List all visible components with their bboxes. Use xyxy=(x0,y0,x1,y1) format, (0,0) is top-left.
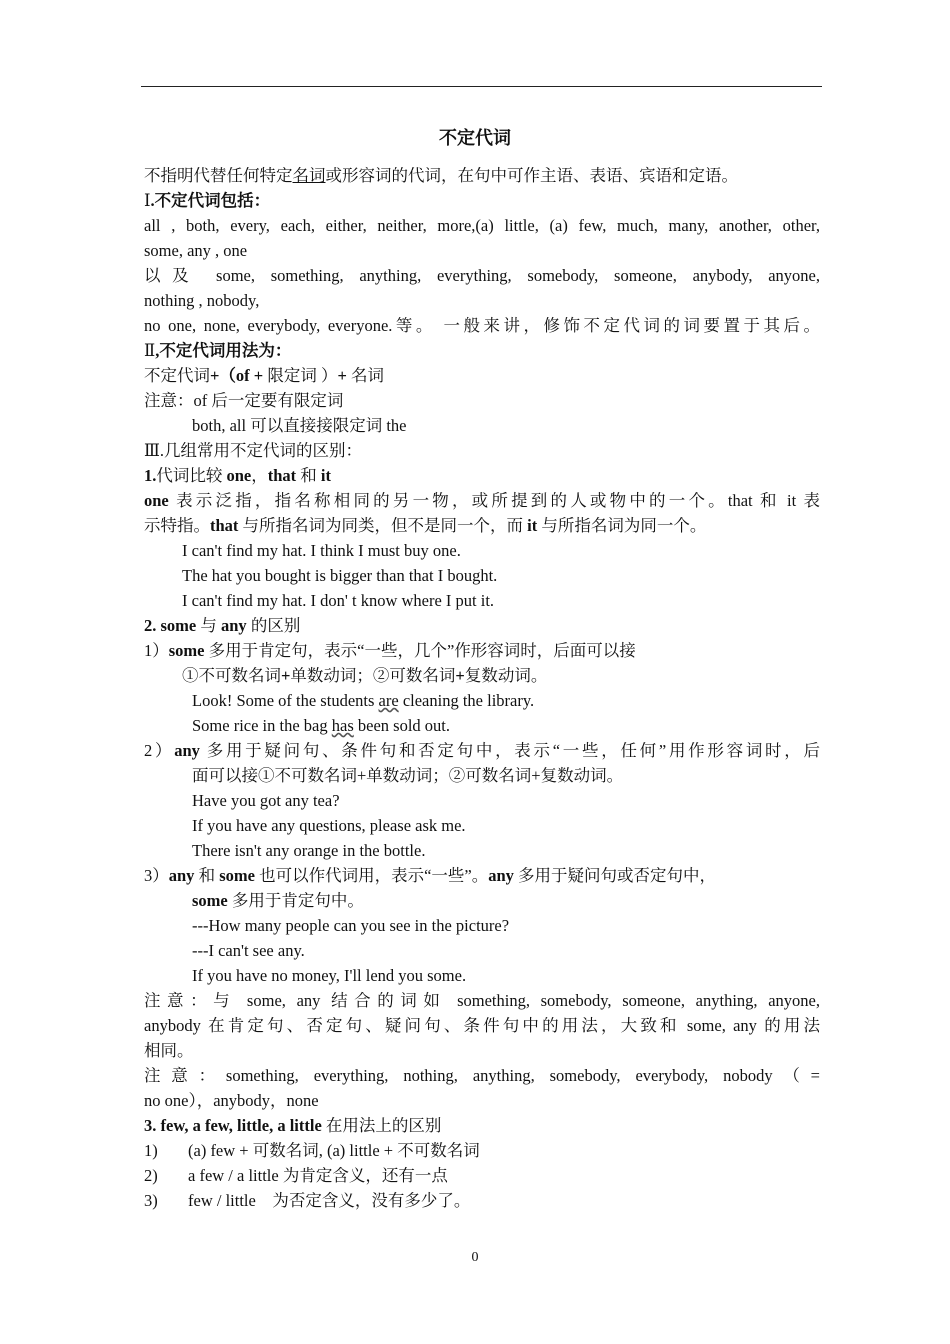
example-sentence: The hat you bought is bigger than that I bought. xyxy=(182,566,498,585)
heading-text: .不定代词包括： xyxy=(150,191,271,210)
text: 表示泛指，指名称相同的另一物，或所提到的人或物中的一个。that 和 it 表 xyxy=(168,491,820,510)
section-3-heading xyxy=(144,440,362,462)
text-bold: + xyxy=(281,666,291,685)
example-sentence: I can't find my hat. I think I must buy one. xyxy=(182,541,461,560)
text: 多用于肯定句，表示“一些，几个”作形容词时，后面可以接 xyxy=(204,641,636,660)
text-bold: any xyxy=(221,616,247,635)
header-rule xyxy=(141,86,822,87)
list-item-1 xyxy=(144,640,636,662)
text-bold: + xyxy=(455,666,465,685)
pronoun-list-line-4: nothing , nobody, xyxy=(144,291,260,310)
note-paragraph: 注意：与 some, any 结合的词如 something, somebody, someone, anything, anyone, xyxy=(144,991,820,1010)
numbered-item xyxy=(144,1165,448,1187)
pronoun-list-line-1: all , both, every, each, either, neither, more,(a) little, (a) few, much, many, another, other, xyxy=(144,216,820,235)
heading-text: ,不定代词用法为： xyxy=(155,341,292,360)
roman-numeral: Ⅲ xyxy=(144,441,160,460)
text: a few / a little 为肯定含义，还有一点 xyxy=(188,1166,448,1185)
example-sentence xyxy=(192,690,534,712)
text: ①不可数名词 xyxy=(182,666,281,685)
list-item-3 xyxy=(144,865,716,887)
subheading-1 xyxy=(144,465,331,487)
text-bold: that xyxy=(267,466,301,485)
note-paragraph: 注意：something, everything, nothing, anything, somebody, everybody, nobody（= xyxy=(144,1066,820,1085)
text: 名词 xyxy=(350,366,384,385)
text-wavy-underlined: are xyxy=(378,691,399,710)
example-sentence xyxy=(192,715,450,737)
example-sentence: I can't find my hat. I don' t know where I put it. xyxy=(182,591,495,610)
text: 多用于肯定句中。 xyxy=(227,891,364,910)
roman-numeral: Ⅰ xyxy=(144,191,151,210)
pronoun-list-line-3: 以及 some, something, anything, everything, somebody, someone, anybody, anyone, xyxy=(144,266,820,285)
subheading-3 xyxy=(144,1115,441,1137)
subheading-2 xyxy=(144,615,300,637)
text-bold: some xyxy=(168,641,205,660)
text: 与 xyxy=(196,616,221,635)
list-number: 2) xyxy=(144,1166,158,1185)
example-sentence: Have you got any tea? xyxy=(192,791,340,810)
numbered-item xyxy=(144,1140,480,1162)
pronoun-list-line-5: no one, none, everybody, everyone.等。 一般来讲，修饰不定代词的词要置于其后。 xyxy=(144,316,820,335)
text-bold: that xyxy=(210,516,239,535)
text-bold: any xyxy=(168,866,195,885)
example-sentence: If you have no money, I'll lend you some. xyxy=(192,966,467,985)
text: (a) few + 可数名词, (a) little + 不可数名词 xyxy=(188,1141,480,1160)
intro-line xyxy=(144,165,738,187)
note-paragraph: no one），anybody，none xyxy=(144,1091,319,1110)
page-title: 不定代词 xyxy=(439,128,511,148)
example-sentence: ---How many people can you see in the picture? xyxy=(192,916,510,935)
heading-text: .几组常用不定代词的区别： xyxy=(159,441,363,460)
text: 代词比较 xyxy=(156,466,227,485)
text: ， xyxy=(251,466,268,485)
text: 不定代词 xyxy=(144,366,210,385)
paragraph-line xyxy=(144,515,706,537)
note-line: 注意：of 后一定要有限定词 xyxy=(144,391,344,410)
text: 和 xyxy=(194,866,220,885)
text-bold: some xyxy=(219,866,255,885)
list-item-detail xyxy=(192,890,364,912)
example-sentence: If you have any questions, please ask me. xyxy=(192,816,466,835)
text: 或形容词的代词，在句中可作主语、表语、宾语和定语。 xyxy=(325,166,738,185)
list-item-detail xyxy=(182,665,547,687)
note-paragraph: 相同。 xyxy=(144,1041,194,1060)
text-bold: of + xyxy=(235,366,268,385)
text: 限定词 ） xyxy=(267,366,338,385)
list-item-detail: 面可以接①不可数名词+单数动词；②可数名词+复数动词。 xyxy=(192,766,624,785)
note-paragraph: anybody 在肯定句、否定句、疑问句、条件句中的用法，大致和 some, any 的用法 xyxy=(144,1016,820,1035)
list-number: 3) xyxy=(144,1191,158,1210)
text-bold: 3. few, a few, little, a little xyxy=(144,1116,322,1135)
text: 与所指名词为同一个。 xyxy=(537,516,707,535)
paragraph-line xyxy=(144,490,820,512)
text: been sold out. xyxy=(353,716,451,735)
text-underlined: 名词 xyxy=(292,166,326,185)
text: 在用法上的区别 xyxy=(321,1116,442,1135)
text: 和 xyxy=(300,466,321,485)
text: 不指明代替任何特定 xyxy=(144,166,293,185)
text: 复数动词。 xyxy=(464,666,548,685)
list-number: 2） xyxy=(144,741,175,760)
text: 单数动词；②可数名词 xyxy=(290,666,456,685)
example-sentence: There isn't any orange in the bottle. xyxy=(192,841,426,860)
text: cleaning the library. xyxy=(398,691,535,710)
text-bold: it xyxy=(527,516,538,535)
list-number: 1) xyxy=(144,1141,158,1160)
list-number: 1） xyxy=(144,641,169,660)
text: 也可以作代词用，表示“一些”。 xyxy=(254,866,489,885)
text: Some rice in the bag xyxy=(192,716,332,735)
text: 多用于疑问句、条件句和否定句中，表示“一些，任何”用作形容词时，后 xyxy=(199,741,820,760)
list-number: 3） xyxy=(144,866,169,885)
text-bold: + xyxy=(337,366,351,385)
text-bold: any xyxy=(488,866,514,885)
text-wavy-underlined: has xyxy=(331,716,354,735)
text-bold: one xyxy=(144,491,169,510)
section-1-heading xyxy=(144,190,270,212)
text-bold: some xyxy=(192,891,228,910)
example-sentence: ---I can't see any. xyxy=(192,941,305,960)
text-bold: 1. xyxy=(144,466,157,485)
text: 的区别 xyxy=(246,616,301,635)
text: 与所指名词为同类，但不是同一个，而 xyxy=(238,516,528,535)
text: few / little 为否定含义，没有多少了。 xyxy=(188,1191,471,1210)
note-line-indented: both, all 可以直接接限定词 the xyxy=(192,416,407,435)
text-bold: 2. some xyxy=(144,616,197,635)
section-2-heading xyxy=(144,340,291,362)
pronoun-list-line-2: some, any , one xyxy=(144,241,248,260)
numbered-item xyxy=(144,1190,470,1212)
text: 多用于疑问句或否定句中， xyxy=(513,866,717,885)
formula-line xyxy=(144,365,384,387)
text-bold: it xyxy=(320,466,332,485)
text-bold: one xyxy=(226,466,252,485)
text: 示特指。 xyxy=(144,516,210,535)
page-number: 0 xyxy=(471,1250,479,1265)
text: Look! Some of the students xyxy=(192,691,379,710)
roman-numeral: Ⅱ xyxy=(144,341,156,360)
text-bold: +（ xyxy=(210,366,236,385)
text-bold: any xyxy=(174,741,200,760)
list-item-2 xyxy=(144,740,820,762)
